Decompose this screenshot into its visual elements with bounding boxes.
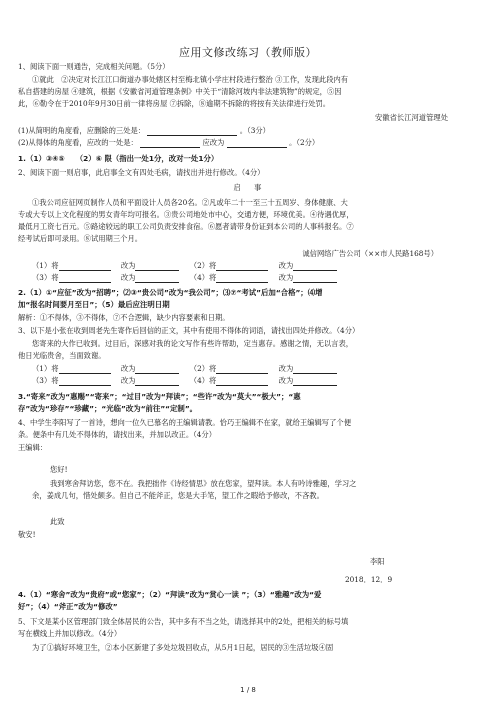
page-number: 1 / 8: [240, 686, 256, 694]
letter-body-line-1: 我到寒舍拜访您，您不在。我把拙作《诗经情思》放在您家，望拜读。本人有吟诗雅趣，学习之: [50, 479, 357, 488]
answer-blank: [293, 262, 337, 271]
answer-blank: [135, 377, 179, 386]
answer-blank: [216, 377, 268, 386]
answer-blank: [293, 274, 337, 283]
question-1-sub-2-score: 。（2分）: [289, 138, 320, 147]
blank-label: （3）将: [32, 273, 59, 282]
answer-blank: [59, 365, 111, 374]
question-3-blanks-row-2: [32, 376, 480, 386]
blank-label: （4）将: [189, 376, 217, 385]
letter-closing-2: 敬安!: [18, 530, 36, 539]
question-3-blanks-row-1: [32, 364, 480, 374]
notice-heading: 启 事: [233, 183, 265, 192]
answer-blank: [227, 139, 287, 148]
blank-label: 改为: [120, 364, 136, 373]
question-5-prompt-line-1: 5、下文是某小区管理部门致全体居民的公告，其中多有不当之处，请选择其中的2处，把相关的标号填: [18, 617, 349, 626]
question-1-answer: 1.（1）③④⑤ （2）⑥ 限（指出一处1分，改对一处1分）: [18, 154, 219, 163]
blank-label: 改为: [120, 261, 136, 270]
blank-label: 改为: [278, 273, 294, 282]
question-5-prompt-line-2: 写在横线上并加以修改。（4分）: [18, 629, 122, 638]
question-1-sub-2: [18, 138, 480, 148]
question-1-text-line-2: 私自搭建的房屋 ④建筑，根据《安徽省河道管理条例》中关于“清除河坡内非法建筑物”的规定，⑤因: [18, 87, 342, 96]
question-5-text-line-1: 为了①搞好环境卫生，②本小区新建了多处垃圾回收点，从5月1日起，居民的③生活垃圾④固: [32, 643, 334, 652]
question-1-sub-2-mid: 应改为: [202, 138, 225, 147]
blank-label: （1）将: [32, 364, 59, 373]
question-4-answer-line-1: 4.（1）“寒舍”改为“贵府”或“您家”；（2）“拜读”改为“赏心一读 ”；（3）“雅趣”改为“爱: [18, 590, 322, 599]
blank-label: （3）将: [32, 376, 59, 385]
question-1-signature: 安徽省长江河道管理处: [375, 113, 448, 122]
answer-blank: [140, 139, 200, 148]
question-1-sub-2-text: (2)从得体的角度看，应改的一处是：: [18, 138, 138, 147]
letter-body-line-2: 余，姜成几句，惜处颇多。但自己不能斧正，您是大手笔，望工作之暇给予修改，不吝教。: [32, 491, 324, 500]
question-2-answer-line-2: 加“报名时间要月至日”；（5）最后应注明日期: [18, 300, 170, 309]
question-3-text-line-2: 他日光临贵舍，当面致谢。: [18, 351, 106, 360]
question-4-prompt-line-2: 条。便条中有几处不得体的，请找出来，并加以改正。（4分）: [18, 430, 217, 439]
answer-blank: [135, 274, 179, 283]
question-3-answer-line-2: 存”改为“珍存”“珍藏”；“光临”改为“前往”“定制”。: [18, 404, 198, 413]
answer-blank: [59, 377, 111, 386]
blank-label: （2）将: [189, 364, 217, 373]
letter-greeting: 您好!: [50, 465, 68, 474]
question-3-prompt: 3、以下是小张在收到周老先生寄作后回信的正文，其中有使用不得体的词语，请找出四处并修改。（4分）: [18, 326, 360, 335]
question-1-sub-1-text: (1)从简明的角度看，应删除的三处是：: [18, 126, 146, 135]
answer-blank: [135, 365, 179, 374]
answer-blank: [59, 274, 111, 283]
question-1-sub-1: [18, 126, 480, 136]
blank-label: （4）将: [189, 273, 217, 282]
blank-label: 改为: [120, 273, 136, 282]
answer-blank: [293, 365, 337, 374]
blank-label: 改为: [120, 376, 136, 385]
letter-closing: 此致: [50, 517, 65, 526]
question-2-blanks-row-2: [32, 273, 480, 283]
blank-label: 改为: [278, 364, 294, 373]
question-2-signature: 诚信网络广告公司（××市人民路168号）: [302, 249, 438, 258]
question-3-text-line-1: 您寄来的大作已收到。过目后，深感对我的论文写作有些许帮助，定当惠存。感谢之情，无以言表，: [32, 339, 354, 348]
question-2-blanks-row-1: [32, 261, 480, 271]
question-3-answer-line-1: 3.“寄来”改为“惠赐”“寄来”；“过目”改为“拜读”；“些许”改为“莫大”“极大”；“惠: [18, 392, 301, 401]
question-1-text-line-1: ①就此 ②决定对长江江口街道办事处辖区村至梅北镇小学庄村段进行整治 ③工作，发现此段内有: [32, 75, 349, 84]
question-2-analysis: 解析：①不得体，③不得体，⑦不合逻辑，缺少内容要素和日期。: [18, 313, 230, 322]
letter-salutation: 王编辑：: [18, 443, 48, 452]
blank-label: 改为: [278, 261, 294, 270]
question-1-prompt: 1、阅读下面一则通告，完成相关问题。（5分）: [18, 62, 170, 71]
answer-blank: [216, 365, 268, 374]
question-1-sub-1-score: 。（3分）: [239, 126, 270, 135]
answer-blank: [216, 274, 268, 283]
question-2-text-line-2: 专或大专以上文化程度的男女青年均可报名。③贵公司地处市中心，交通方便，环境优美。④待遇优厚，: [18, 210, 354, 219]
question-2-text-line-3: 最低月工资七百元。⑤路途较远的职工公司负责安排食宿。⑥愿者请带身份证到本公司的人事科报名。⑦: [18, 222, 354, 231]
blank-label: （2）将: [189, 261, 217, 270]
answer-blank: [216, 262, 268, 271]
document-title: 应用文修改练习（教师版）: [179, 46, 317, 59]
question-2-answer-line-1: 2.（1）①“应征”改为“招聘”；⑵③“贵公司”改为“我公司”；⑶⑦“考试”后加“合格”；⑷增: [18, 288, 323, 297]
answer-blank: [293, 377, 337, 386]
answer-blank: [147, 127, 237, 136]
question-2-text-line-4: 经考试后即可录用。⑧试用期三个月。: [18, 234, 143, 243]
letter-author: 李阳: [370, 557, 385, 566]
question-2-text-line-1: ①我公司应征网页制作人员和平面设计人员各20名。②凡或年二十一至三十五周岁、身体健康、大: [32, 198, 348, 207]
answer-blank: [59, 262, 111, 271]
blank-label: 改为: [278, 376, 294, 385]
question-2-prompt: 2、阅读下面一则启事，此启事全文有四处毛病，请找出并进行修改。（4分）: [18, 168, 265, 177]
question-4-prompt-line-1: 4、中学生李阳写了一首诗，想向一位久已慕名的王编辑请教。恰巧王编辑不在家，就给王编辑写了个便: [18, 418, 351, 427]
blank-label: （1）将: [32, 261, 59, 270]
answer-blank: [135, 262, 179, 271]
question-4-answer-line-2: 好”；（4）“斧正”改为“修改”: [18, 602, 118, 611]
letter-date: 2018．12．9: [345, 575, 393, 584]
question-1-text-line-3: 此，⑥勒令在于2010年9月30日前一律将房屋 ⑦拆除，⑧逾期不拆除的将按有关法律进行处罚。: [18, 99, 331, 108]
